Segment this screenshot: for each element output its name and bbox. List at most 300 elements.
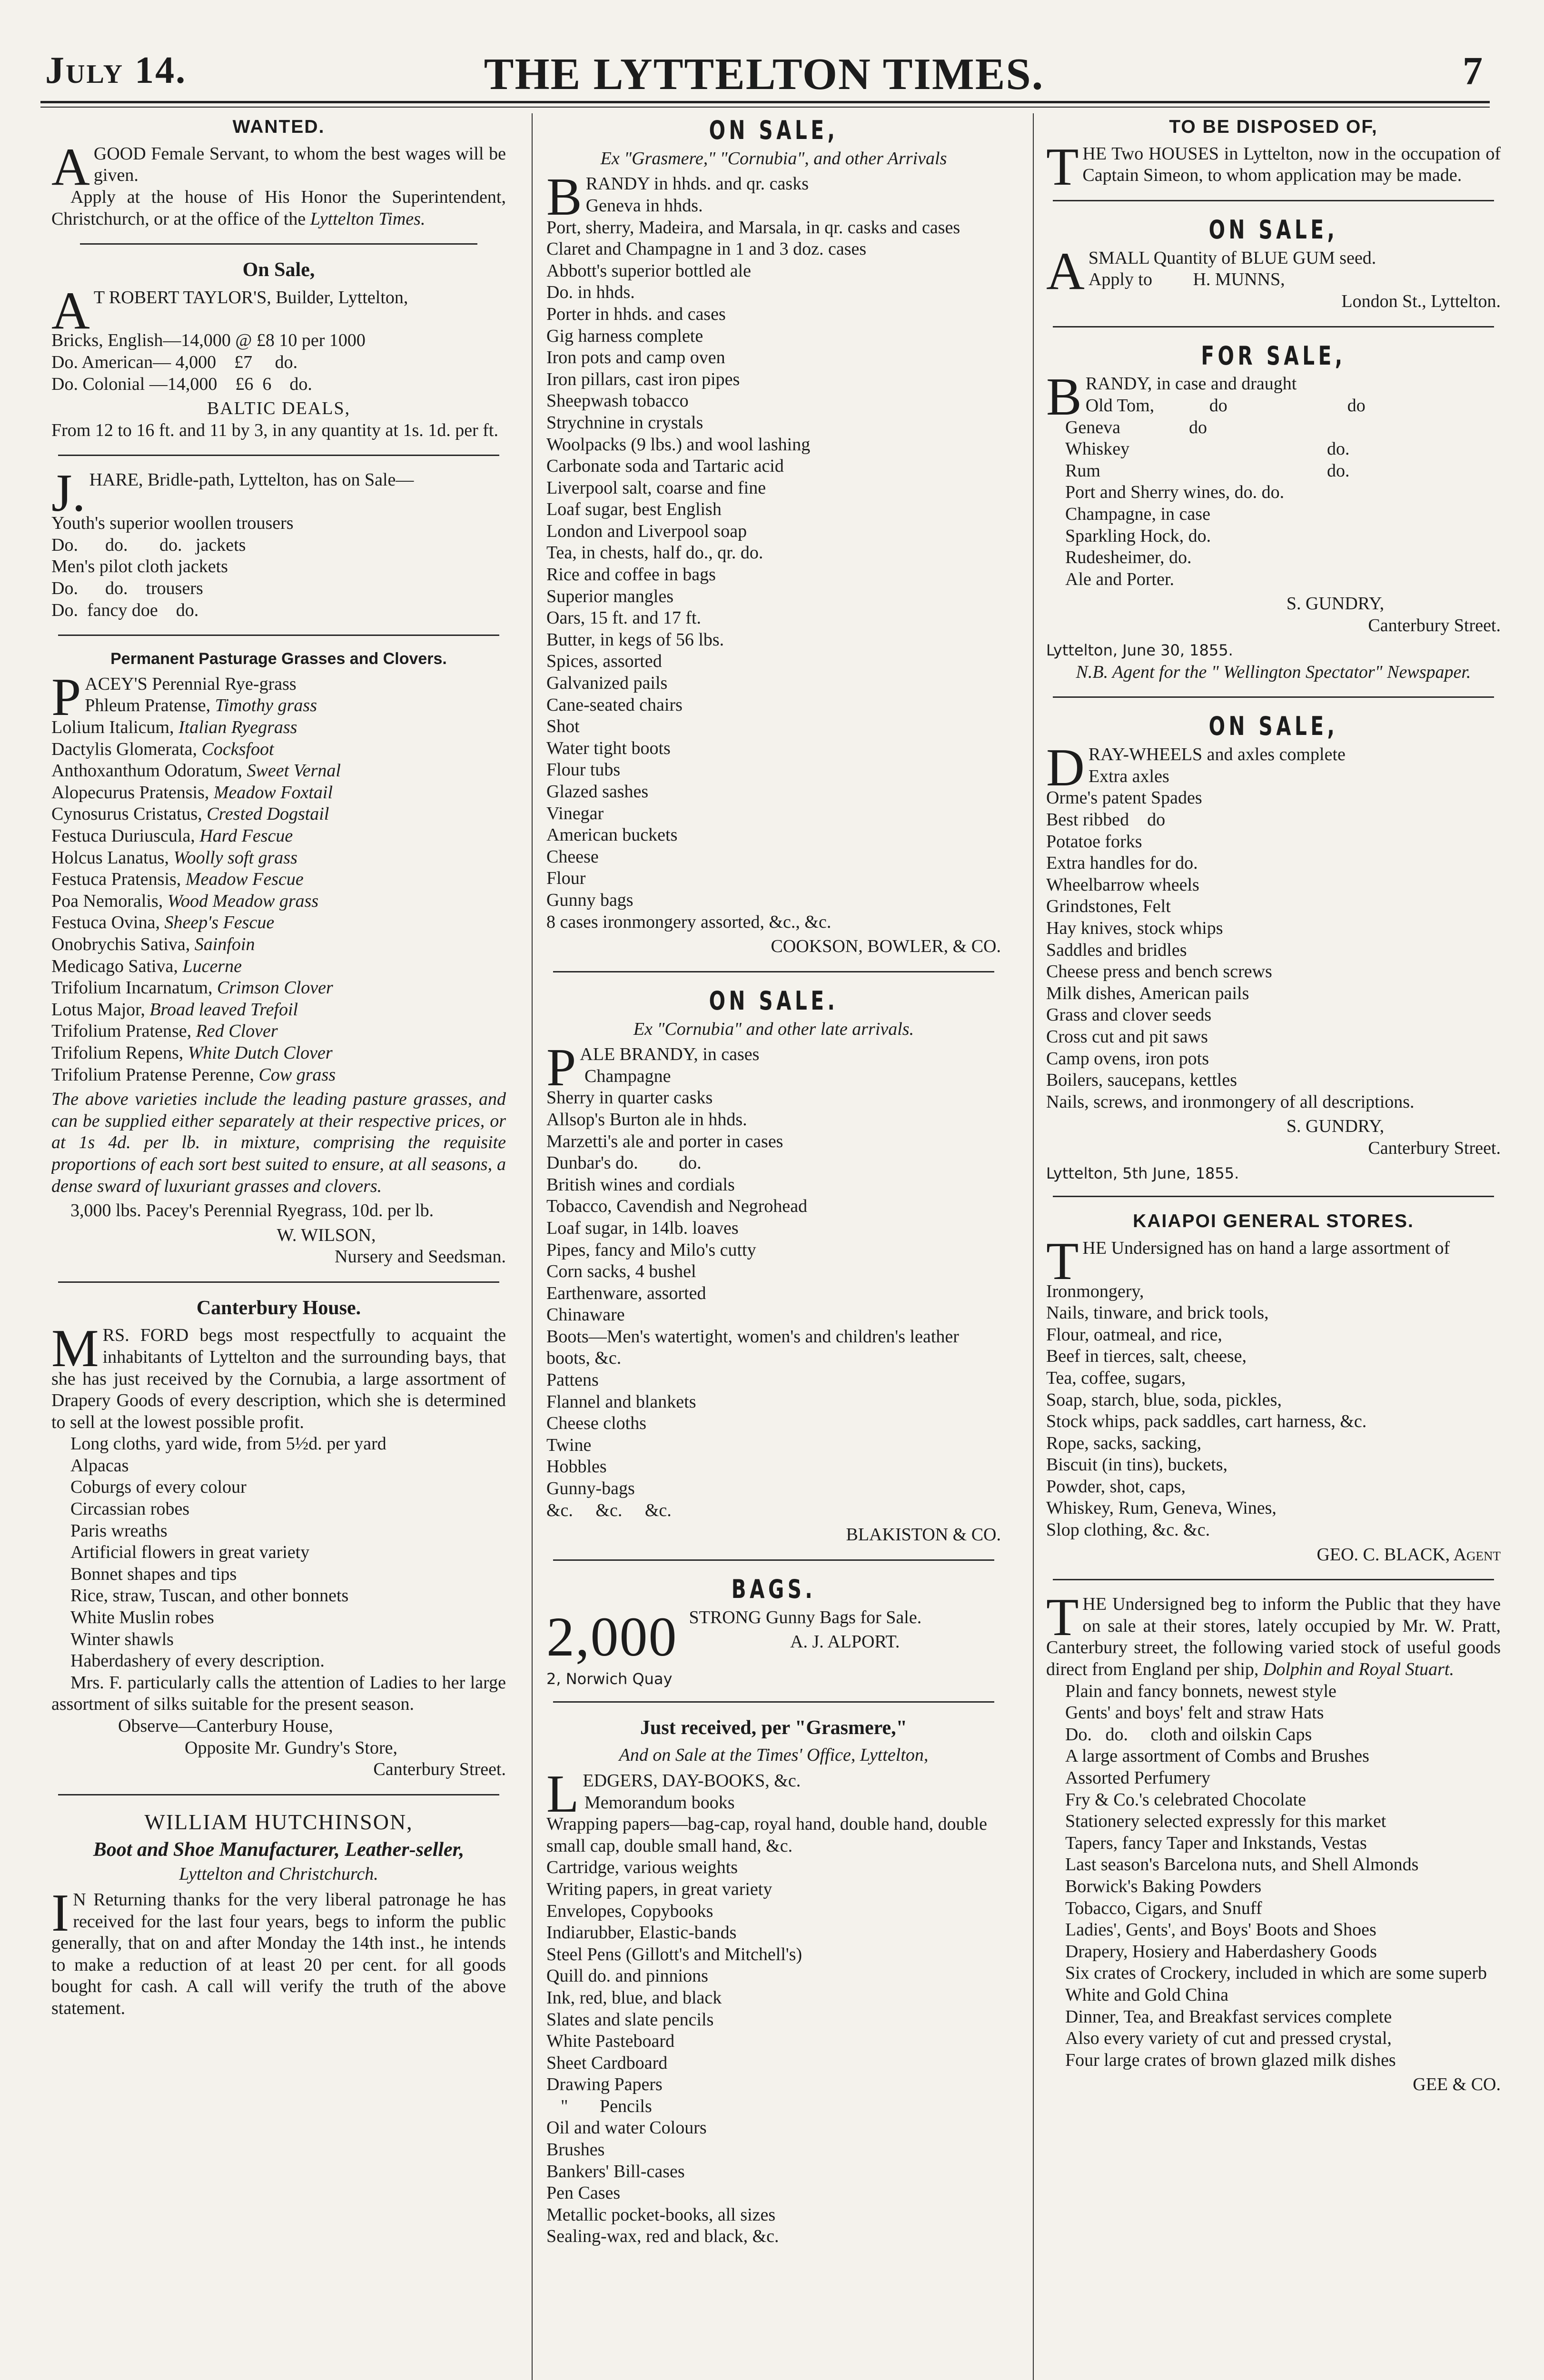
ad-note: The above varieties include the leading pasture grasses, and can be supplied either separately at their respective prices, or at 1s 4d. per lb. in mixture, comprising the requisite proportions of each sort best suited to ensure, at all seasons, a dense sward of luxuriant grasses and clovers. xyxy=(51,1089,506,1196)
list-item: Port and Sherry wines, do. do. xyxy=(1065,482,1285,503)
ad-hutchinson-boots xyxy=(51,1809,506,2020)
grass-item xyxy=(51,760,506,782)
list-item: Port, sherry, Madeira, and Marsala, in qr. casks and cases xyxy=(546,217,960,238)
publication-name: Lyttelton Times. xyxy=(310,208,426,229)
ad-houses-simeon xyxy=(1046,116,1501,197)
list-item: Last season's Barcelona nuts, and Shell Almonds xyxy=(1065,1854,1419,1875)
ad-heading: FOR SALE, xyxy=(1201,340,1346,371)
list-item: Sheet Cardboard xyxy=(546,2053,668,2073)
drop-cap: A xyxy=(51,137,90,197)
list-item: Potatoe forks xyxy=(1046,831,1142,852)
list-item: Sealing-wax, red and black, &c. xyxy=(546,2226,779,2247)
ad-divider xyxy=(1053,696,1494,698)
ad-gundry-drays xyxy=(1046,711,1501,1182)
ad-subheading: Ex "Cornubia" and other late arrivals. xyxy=(633,1019,914,1039)
list-item: Wheelbarrow wheels xyxy=(1046,874,1199,895)
ad-hare-clothing xyxy=(51,464,506,621)
list-item: Iron pillars, cast iron pipes xyxy=(546,369,740,389)
ad-lead: RANDY in hhds. and qr. casks xyxy=(585,174,809,194)
drop-cap: P xyxy=(51,667,81,727)
ad-address: Observe—Canterbury House, xyxy=(118,1716,333,1736)
masthead xyxy=(45,48,1483,107)
ad-address: London St., Lyttelton. xyxy=(1341,291,1501,311)
ad-lead: ALE BRANDY, in cases xyxy=(580,1044,760,1065)
ad-divider xyxy=(58,1281,499,1283)
common-name: Meadow Foxtail xyxy=(213,782,333,803)
advertiser-name: COOKSON, BOWLER, & CO. xyxy=(771,936,1001,957)
list-item: Sparkling Hock, do. xyxy=(1065,526,1211,546)
masthead-rule-thin xyxy=(40,107,1490,108)
common-name: Italian Ryegrass xyxy=(178,717,297,738)
list-item: Coburgs of every colour xyxy=(70,1477,247,1497)
ad-divider xyxy=(1053,326,1494,327)
ad-heading: ON SALE, xyxy=(1208,711,1338,742)
ditto: do xyxy=(1209,395,1227,416)
advertiser-name: BLAKISTON & CO. xyxy=(846,1525,1001,1545)
list-item: Alpacas xyxy=(70,1455,129,1476)
list-item: Sherry in quarter casks xyxy=(546,1088,713,1108)
ad-heading: On Sale, xyxy=(242,259,315,281)
ad-heading: TO BE DISPOSED OF, xyxy=(1169,117,1378,137)
common-name: Crimson Clover xyxy=(217,978,333,998)
grass-item xyxy=(51,739,506,761)
list-item: Do. fancy doe do. xyxy=(51,600,199,620)
ad-heading: WILLIAM HUTCHINSON, xyxy=(144,1809,413,1834)
list-item: Envelopes, Copybooks xyxy=(546,1901,713,1921)
ad-heading: Canterbury House. xyxy=(196,1297,361,1319)
list-item: Fry & Co.'s celebrated Chocolate xyxy=(1065,1789,1306,1810)
drop-cap: J. xyxy=(51,464,86,523)
ad-body: STRONG Gunny Bags for Sale. xyxy=(689,1607,922,1627)
page-number: 7 xyxy=(1463,49,1483,93)
latin-name: Trifolium Repens, xyxy=(51,1042,184,1063)
ship-names: Dolphin and Royal Stuart. xyxy=(1263,1659,1454,1680)
list-item: Slates and slate pencils xyxy=(546,2009,714,2030)
list-item: Assorted Perfumery xyxy=(1065,1768,1210,1788)
list-item: Twine xyxy=(546,1435,592,1455)
list-item: Steel Pens (Gillott's and Mitchell's) xyxy=(546,1944,802,1964)
grass-item xyxy=(51,891,506,912)
column-rule xyxy=(1033,113,1034,2380)
list-item: Haberdashery of every description. xyxy=(70,1651,325,1671)
list-item: Flannel and blankets xyxy=(546,1391,696,1412)
list-item: Liverpool salt, coarse and fine xyxy=(546,477,766,498)
list-item: Quill do. and pinnions xyxy=(546,1966,708,1986)
list-item: Do. do. trousers xyxy=(51,578,203,598)
drop-cap: T xyxy=(1046,1231,1079,1291)
common-name: White Dutch Clover xyxy=(188,1042,333,1063)
ad-heading: ON SALE. xyxy=(709,985,839,1016)
latin-name: Trifolium Pratense Perenne, xyxy=(51,1064,255,1085)
ad-lead: EDGERS, DAY-BOOKS, &c. xyxy=(583,1770,801,1791)
list-item: Artificial flowers in great variety xyxy=(70,1542,310,1563)
latin-name: Cynosurus Cristatus, xyxy=(51,804,202,824)
ad-divider xyxy=(1053,1196,1494,1197)
list-item: Drapery, Hosiery and Haberdashery Goods xyxy=(1065,1941,1377,1962)
list-item: Milk dishes, American pails xyxy=(1046,983,1249,1003)
list-item: Stock whips, pack saddles, cart harness, &c. xyxy=(1046,1411,1367,1432)
column-3 xyxy=(1046,113,1501,2380)
ad-bags-alport xyxy=(546,1574,1001,1688)
list-item: Woolpacks (9 lbs.) and wool lashing xyxy=(546,434,811,455)
ad-subheading: Ex "Grasmere," "Cornubia", and other Arrivals xyxy=(600,148,947,169)
list-item: Shot xyxy=(546,716,580,737)
drop-cap: P xyxy=(546,1038,576,1098)
list-item: Iron pots and camp oven xyxy=(546,347,725,368)
ad-address: 2, Norwich Quay xyxy=(546,1669,673,1688)
list-item: Ale and Porter. xyxy=(1065,569,1175,589)
grass-item xyxy=(51,956,506,978)
latin-name: Anthoxanthum Odoratum, xyxy=(51,761,243,781)
list-item: Loaf sugar, best English xyxy=(546,499,722,520)
common-name: Broad leaved Trefoil xyxy=(149,999,298,1020)
advertiser-name: S. GUNDRY, xyxy=(1286,1116,1385,1137)
list-item: Sheepwash tobacco xyxy=(546,391,689,411)
price-row: Bricks, English—14,000 @ £8 10 per 1000 xyxy=(51,330,366,351)
list-item: Orme's patent Spades xyxy=(1046,788,1202,808)
list-item: Extra axles xyxy=(1088,766,1169,786)
list-item: Tobacco, Cigars, and Snuff xyxy=(1065,1898,1262,1918)
ad-divider xyxy=(553,1559,994,1561)
common-name: Lucerne xyxy=(182,956,242,976)
ad-body: N Returning thanks for the very liberal patronage he has received for the last four years, begs to inform the public generally, that on and after Monday the 14th inst., he intends to make a reduction of at least 20 per cent. for all goods bought for cash. A call will verify the truth of the above statement. xyxy=(51,1889,506,2018)
list-item: Tapers, fancy Taper and Inkstands, Vestas xyxy=(1065,1833,1367,1853)
common-name: Wood Meadow grass xyxy=(167,891,319,911)
ad-heading: ON SALE, xyxy=(709,115,839,145)
advertiser-title: Nursery and Seedsman. xyxy=(335,1247,506,1267)
ditto: do xyxy=(1189,417,1207,437)
list-item: Spices, assorted xyxy=(546,651,662,672)
ad-heading: ON SALE, xyxy=(1208,214,1338,245)
grass-item xyxy=(51,1064,506,1086)
common-name: Timothy grass xyxy=(215,695,317,716)
list-item: White Pasteboard xyxy=(546,2031,675,2052)
ad-lead: T ROBERT TAYLOR'S, Builder, Lyttelton, xyxy=(93,287,408,307)
list-item: Cross cut and pit saws xyxy=(1046,1026,1208,1047)
list-item: Carbonate soda and Tartaric acid xyxy=(546,456,784,476)
list-item xyxy=(1046,438,1501,460)
list-item: Loaf sugar, in 14lb. loaves xyxy=(546,1218,739,1238)
ad-lead: SMALL Quantity of BLUE GUM seed. xyxy=(1088,248,1376,268)
ad-address: Canterbury Street. xyxy=(1368,1138,1501,1158)
list-item: Oars, 15 ft. and 17 ft. xyxy=(546,608,702,628)
drop-cap: A xyxy=(51,281,90,340)
issue-date: July 14. xyxy=(45,50,187,91)
list-item: Ironmongery, xyxy=(1046,1281,1144,1301)
list-item: Whiskey, Rum, Geneva, Wines, xyxy=(1046,1498,1277,1518)
column-2 xyxy=(546,113,1001,2380)
list-item: Ladies', Gents', and Boys' Boots and Shoes xyxy=(1065,1920,1376,1940)
ad-canterbury-house xyxy=(51,1296,506,1781)
list-item: Biscuit (in tins), buckets, xyxy=(1046,1455,1228,1475)
ad-heading: Just received, per "Grasmere," xyxy=(640,1717,907,1739)
ad-wanted-servant xyxy=(51,116,506,230)
list-item: Champagne, in case xyxy=(1065,504,1210,524)
bag-quantity: 2,000 xyxy=(546,1605,678,1668)
ad-lead: HE Undersigned has on hand a large assortment of xyxy=(1082,1238,1450,1258)
list-item: Soap, starch, blue, soda, pickles, xyxy=(1046,1389,1282,1410)
drop-cap: T xyxy=(1046,1588,1079,1647)
advertiser-name: W. WILSON, xyxy=(277,1225,376,1245)
grass-item xyxy=(51,825,506,847)
common-name: Cocksfoot xyxy=(201,739,274,759)
list-item: Best ribbed do xyxy=(1046,810,1166,830)
list-item: Borwick's Baking Powders xyxy=(1065,1876,1262,1896)
ad-lead: ACEY'S Perennial Rye-grass xyxy=(85,674,297,694)
ad-date: Lyttelton, 5th June, 1855. xyxy=(1046,1164,1239,1182)
list-item: Cheese xyxy=(546,846,599,867)
advertiser-name: GEO. C. BLACK, Agent xyxy=(1316,1544,1501,1565)
ad-blakiston xyxy=(546,986,1001,1546)
item-name: Whiskey xyxy=(1065,439,1130,459)
list-item: Rope, sacks, sacking, xyxy=(1046,1433,1202,1453)
list-item: Brushes xyxy=(546,2140,605,2160)
ad-lead: RANDY, in case and draught xyxy=(1085,374,1297,394)
list-item: Indiarubber, Elastic-bands xyxy=(546,1923,737,1943)
item-name: Geneva xyxy=(1065,417,1121,437)
latin-name: Dactylis Glomerata, xyxy=(51,739,198,759)
list-item: Champagne xyxy=(584,1066,671,1086)
ad-divider xyxy=(58,635,499,636)
list-item: Winter shawls xyxy=(70,1629,174,1649)
list-item: Corn sacks, 4 bushel xyxy=(546,1261,696,1282)
grass-item xyxy=(51,782,506,804)
common-name: Sheep's Fescue xyxy=(164,912,275,933)
drop-cap: I xyxy=(51,1883,69,1943)
list-item: Rice, straw, Tuscan, and other bonnets xyxy=(70,1586,349,1606)
list-item: Writing papers, in great variety xyxy=(546,1879,772,1899)
latin-name: Trifolium Incarnatum, xyxy=(51,978,213,998)
ad-divider xyxy=(553,1701,994,1703)
list-item: Men's pilot cloth jackets xyxy=(51,556,228,577)
list-item: Circassian robes xyxy=(70,1499,190,1519)
latin-name: Trifolium Pratense, xyxy=(51,1021,192,1041)
ad-body: Apply at the house of His Honor the Superintendent, Christchurch, or at the office of the xyxy=(51,187,506,229)
advertiser-name: S. GUNDRY, xyxy=(1286,594,1385,614)
item-name: Old Tom, xyxy=(1085,395,1155,416)
list-item: Metallic pocket-books, all sizes xyxy=(546,2204,776,2225)
list-item: Cheese press and bench screws xyxy=(1046,962,1272,982)
ad-closing: Mrs. F. particularly calls the attention of Ladies to her large assortment of silks suitable for the present season. xyxy=(51,1672,506,1715)
ad-pacey-grasses xyxy=(51,649,506,1268)
latin-name: Festuca Pratensis, xyxy=(51,869,181,890)
ad-divider xyxy=(553,971,994,972)
list-item: Nails, screws, and ironmongery of all descriptions. xyxy=(1046,1091,1415,1112)
list-item: Six crates of Crockery, included in which are some superb White and Gold China xyxy=(1065,1963,1487,2005)
list-item: Nails, tinware, and brick tools, xyxy=(1046,1303,1269,1323)
list-item: Gig harness complete xyxy=(546,326,703,346)
common-name: Hard Fescue xyxy=(199,826,293,846)
list-item: Saddles and bridles xyxy=(1046,940,1187,960)
list-item: Plain and fancy bonnets, newest style xyxy=(1065,1681,1336,1701)
drop-cap: B xyxy=(546,168,582,227)
advertiser-name: A. J. ALPORT. xyxy=(790,1632,900,1652)
item-name: Rum xyxy=(1065,460,1100,481)
list-item: Youth's superior woollen trousers xyxy=(51,513,294,534)
list-item: 8 cases ironmongery assorted, &c., &c. xyxy=(546,912,831,932)
list-item: Earthenware, assorted xyxy=(546,1283,706,1303)
ad-date: Lyttelton, June 30, 1855. xyxy=(1046,641,1233,660)
list-item: Gents' and boys' felt and straw Hats xyxy=(1065,1703,1324,1723)
list-item: Cartridge, various weights xyxy=(546,1857,738,1878)
list-item: Gunny-bags xyxy=(546,1478,635,1499)
ad-gee-co xyxy=(1046,1588,1501,2096)
list-item: Do. in hhds. xyxy=(546,282,635,303)
list-item: Chinaware xyxy=(546,1305,625,1325)
ad-cookson-bowler xyxy=(546,115,1001,958)
ad-taylor-bricks xyxy=(51,258,506,441)
list-item: Long cloths, yard wide, from 5½d. per yard xyxy=(70,1434,386,1454)
ad-body: RS. FORD begs most respectfully to acquaint the inhabitants of Lyttelton and the surrounding bays, that she has just received by the Cornubia, a large assortment of Drapery Goods of every description, which she is determined to sell at the lowest possible profit. xyxy=(51,1325,506,1432)
list-item: Do. do. do. jackets xyxy=(51,535,246,555)
list-item: Allsop's Burton ale in hhds. xyxy=(546,1109,747,1130)
ad-address: Canterbury Street. xyxy=(1368,615,1501,635)
ad-kaiapoi-stores xyxy=(1046,1210,1501,1566)
ad-place: Lyttelton and Christchurch. xyxy=(179,1864,378,1884)
ad-trade: Boot and Shoe Manufacturer, Leather-seller, xyxy=(93,1838,465,1861)
list-item: Boots—Men's watertight, women's and children's leather boots, &c. xyxy=(546,1326,959,1368)
ad-grasmere-stationery xyxy=(546,1716,1001,2248)
list-item: Bonnet shapes and tips xyxy=(70,1564,237,1584)
ditto: do xyxy=(1347,395,1366,416)
list-item: Flour, oatmeal, and rice, xyxy=(1046,1324,1222,1345)
grass-item xyxy=(51,803,506,825)
common-name: Crested Dogstail xyxy=(207,804,329,824)
list-item xyxy=(1046,395,1501,417)
list-item: Rice and coffee in bags xyxy=(546,565,716,585)
latin-name: Phleum Pratense, xyxy=(85,695,211,716)
grass-item xyxy=(51,869,506,891)
list-item: Grass and clover seeds xyxy=(1046,1005,1212,1025)
list-item: Pen Cases xyxy=(546,2183,621,2203)
latin-name: Lotus Major, xyxy=(51,999,145,1020)
column-rule xyxy=(532,113,533,2380)
price-row: Do. American— 4,000 £7 do. xyxy=(51,352,298,372)
newspaper-title: THE LYTTELTON TIMES. xyxy=(484,50,1044,99)
ad-address: Canterbury Street. xyxy=(373,1759,506,1780)
list-item xyxy=(1046,460,1501,482)
ad-lead: RAY-WHEELS and axles complete xyxy=(1088,744,1346,765)
list-item: Dunbar's do. do. xyxy=(546,1153,702,1173)
list-item: Dinner, Tea, and Breakfast services complete xyxy=(1065,2006,1392,2027)
ad-heading: Permanent Pasturage Grasses and Clovers. xyxy=(110,650,447,668)
grass-item xyxy=(51,695,506,717)
list-item: Memorandum books xyxy=(584,1792,735,1813)
latin-name: Festuca Duriuscula, xyxy=(51,826,195,846)
ad-divider xyxy=(80,243,477,245)
list-item: Bankers' Bill-cases xyxy=(546,2161,685,2182)
latin-name: Alopecurus Pratensis, xyxy=(51,782,209,803)
list-item: Boilers, saucepans, kettles xyxy=(1046,1070,1237,1091)
ad-divider xyxy=(1053,200,1494,201)
grass-item xyxy=(51,847,506,869)
list-item: Cane-seated chairs xyxy=(546,694,683,715)
grass-item xyxy=(51,717,506,739)
ad-heading: KAIAPOI GENERAL STORES. xyxy=(1133,1210,1414,1231)
list-item: Powder, shot, caps, xyxy=(1046,1476,1186,1497)
list-item: Geneva in hhds. xyxy=(585,195,703,216)
list-item: Flour tubs xyxy=(546,760,621,780)
ditto: do. xyxy=(1327,439,1350,459)
list-item: American buckets xyxy=(546,825,678,845)
list-item: Tea, in chests, half do., qr. do. xyxy=(546,543,763,563)
ad-lead: HARE, Bridle-path, Lyttelton, has on Sale— xyxy=(89,470,414,490)
ad-address: Opposite Mr. Gundry's Store, xyxy=(185,1737,398,1758)
list-item: Rudesheimer, do. xyxy=(1065,547,1192,568)
latin-name: Onobrychis Sativa, xyxy=(51,934,190,955)
list-item: Extra handles for do. xyxy=(1046,853,1198,873)
list-item: White Muslin robes xyxy=(70,1607,214,1628)
list-item: " Pencils xyxy=(561,2096,652,2116)
column-1 xyxy=(51,113,506,2380)
list-item: Pipes, fancy and Milo's cutty xyxy=(546,1240,756,1260)
masthead-rule-thick xyxy=(40,101,1490,103)
list-item: A large assortment of Combs and Brushes xyxy=(1065,1746,1369,1766)
ad-body: HE Two HOUSES in Lyttelton, now in the occupation of Captain Simeon, to whom application may be made. xyxy=(1082,143,1501,186)
ad-note: 3,000 lbs. Pacey's Perennial Ryegrass, 10d. per lb. xyxy=(70,1200,434,1221)
list-item: Tobacco, Cavendish and Negrohead xyxy=(546,1196,808,1217)
list-item: British wines and cordials xyxy=(546,1174,735,1195)
ad-divider xyxy=(58,455,499,456)
drop-cap: M xyxy=(51,1319,99,1378)
latin-name: Poa Nemoralis, xyxy=(51,891,163,911)
common-name: Cow grass xyxy=(258,1064,336,1085)
ad-gundry-brandy xyxy=(1046,341,1501,684)
list-item: &c. &c. &c. xyxy=(546,1500,672,1520)
list-item: Marzetti's ale and porter in cases xyxy=(546,1131,783,1151)
list-item: London and Liverpool soap xyxy=(546,521,747,541)
list-item: Tea, coffee, sugars, xyxy=(1046,1368,1186,1388)
list-item: Camp ovens, iron pots xyxy=(1046,1048,1209,1069)
list-item: Water tight boots xyxy=(546,738,671,758)
list-item: Also every variety of cut and pressed crystal, xyxy=(1065,2028,1392,2049)
grass-item xyxy=(51,1042,506,1064)
list-item: Hobbles xyxy=(546,1457,607,1477)
list-item xyxy=(1046,417,1501,439)
ad-body: HE Undersigned beg to inform the Public that they have on sale at their stores, lately occupied by Mr. W. Pratt, Canterbury street, the following varied stock of useful goods direct from England per ship, xyxy=(1046,1594,1501,1680)
list-item: Wrapping papers—bag-cap, royal hand, double hand, double small cap, double small hand, &c. xyxy=(546,1814,988,1856)
list-item: Flour xyxy=(546,868,586,889)
grass-item xyxy=(51,912,506,934)
ad-body: From 12 to 16 ft. and 11 by 3, in any quantity at 1s. 1d. per ft. xyxy=(51,420,498,440)
latin-name: Medicago Sativa, xyxy=(51,956,178,976)
grass-item xyxy=(51,934,506,956)
list-item: Gunny bags xyxy=(546,890,633,910)
list-item: Hay knives, stock whips xyxy=(1046,918,1223,939)
list-item: Drawing Papers xyxy=(546,2074,663,2095)
list-item: Grindstones, Felt xyxy=(1046,896,1171,917)
ad-lead: GOOD Female Servant, to whom the best wages will be given. xyxy=(93,143,506,186)
ad-note: N.B. Agent for the " Wellington Spectator" Newspaper. xyxy=(1076,662,1471,682)
grass-item xyxy=(51,999,506,1021)
ad-heading: BAGS. xyxy=(731,1574,816,1604)
list-item: Stationery selected expressly for this market xyxy=(1065,1811,1386,1832)
list-item: Galvanized pails xyxy=(546,673,668,694)
common-name: Sainfoin xyxy=(194,934,255,955)
ditto: do. xyxy=(1327,460,1350,481)
ad-subheading: And on Sale at the Times' Office, Lyttelton, xyxy=(619,1745,929,1765)
list-item: Ink, red, blue, and black xyxy=(546,1987,722,2008)
list-item: Pattens xyxy=(546,1370,599,1390)
drop-cap: B xyxy=(1046,367,1082,427)
drop-cap: A xyxy=(1046,241,1085,301)
list-item: Do. do. cloth and oilskin Caps xyxy=(1065,1724,1312,1745)
grass-item xyxy=(51,977,506,999)
list-item: Strychnine in crystals xyxy=(546,412,703,433)
list-item: Abbott's superior bottled ale xyxy=(546,260,752,281)
list-item: Superior mangles xyxy=(546,586,674,606)
drop-cap: L xyxy=(546,1764,579,1824)
